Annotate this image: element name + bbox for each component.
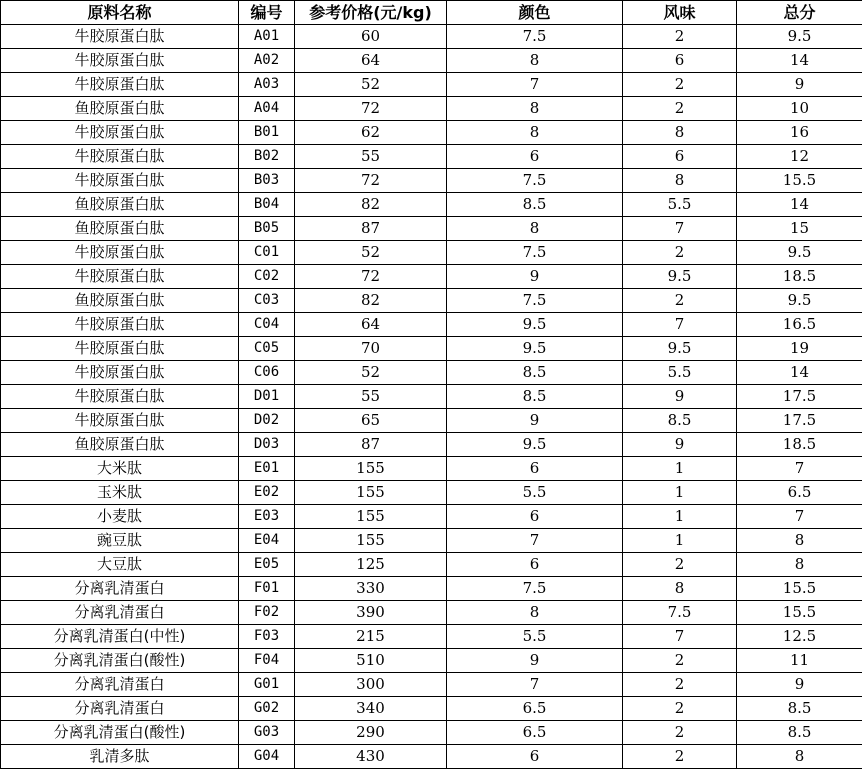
- cell-code: A02: [239, 49, 295, 73]
- cell-code: B05: [239, 217, 295, 241]
- cell-flavor: 1: [623, 457, 737, 481]
- cell-color: 5.5: [447, 481, 623, 505]
- cell-code: C01: [239, 241, 295, 265]
- cell-flavor: 1: [623, 481, 737, 505]
- cell-color: 9.5: [447, 433, 623, 457]
- cell-material-name: 牛胶原蛋白肽: [1, 49, 239, 73]
- table-row: [1, 433, 862, 457]
- cell-material-name: 牛胶原蛋白肽: [1, 385, 239, 409]
- cell-reference-price: 330: [295, 577, 447, 601]
- cell-total-score: 17.5: [737, 409, 862, 433]
- cell-code: G02: [239, 697, 295, 721]
- cell-reference-price: 82: [295, 193, 447, 217]
- cell-reference-price: 215: [295, 625, 447, 649]
- cell-total-score: 15.5: [737, 169, 862, 193]
- cell-material-name: 分离乳清蛋白(酸性): [1, 721, 239, 745]
- table-row: [1, 385, 862, 409]
- cell-total-score: 8.5: [737, 721, 862, 745]
- table-row: [1, 49, 862, 73]
- cell-reference-price: 72: [295, 169, 447, 193]
- cell-material-name: 分离乳清蛋白(酸性): [1, 649, 239, 673]
- cell-reference-price: 510: [295, 649, 447, 673]
- cell-material-name: 玉米肽: [1, 481, 239, 505]
- cell-material-name: 小麦肽: [1, 505, 239, 529]
- cell-total-score: 14: [737, 193, 862, 217]
- cell-code: G01: [239, 673, 295, 697]
- cell-code: D03: [239, 433, 295, 457]
- cell-total-score: 9.5: [737, 289, 862, 313]
- cell-total-score: 12: [737, 145, 862, 169]
- cell-flavor: 8: [623, 169, 737, 193]
- cell-total-score: 15.5: [737, 577, 862, 601]
- cell-color: 7: [447, 673, 623, 697]
- table-row: [1, 121, 862, 145]
- cell-reference-price: 64: [295, 313, 447, 337]
- cell-flavor: 9.5: [623, 265, 737, 289]
- cell-material-name: 牛胶原蛋白肽: [1, 145, 239, 169]
- cell-color: 7.5: [447, 169, 623, 193]
- cell-total-score: 18.5: [737, 433, 862, 457]
- cell-color: 9.5: [447, 337, 623, 361]
- cell-material-name: 鱼胶原蛋白肽: [1, 433, 239, 457]
- cell-flavor: 2: [623, 25, 737, 49]
- cell-code: A03: [239, 73, 295, 97]
- cell-total-score: 16: [737, 121, 862, 145]
- cell-code: C04: [239, 313, 295, 337]
- cell-flavor: 8.5: [623, 409, 737, 433]
- cell-material-name: 牛胶原蛋白肽: [1, 265, 239, 289]
- cell-material-name: 牛胶原蛋白肽: [1, 361, 239, 385]
- cell-code: B04: [239, 193, 295, 217]
- cell-color: 7.5: [447, 289, 623, 313]
- cell-flavor: 6: [623, 49, 737, 73]
- cell-reference-price: 72: [295, 97, 447, 121]
- table-row: [1, 577, 862, 601]
- table-row: [1, 97, 862, 121]
- table-row: [1, 361, 862, 385]
- cell-reference-price: 155: [295, 457, 447, 481]
- cell-material-name: 牛胶原蛋白肽: [1, 337, 239, 361]
- cell-reference-price: 300: [295, 673, 447, 697]
- cell-code: B02: [239, 145, 295, 169]
- cell-total-score: 12.5: [737, 625, 862, 649]
- cell-total-score: 14: [737, 49, 862, 73]
- table-row: [1, 193, 862, 217]
- table-row: [1, 601, 862, 625]
- cell-total-score: 11: [737, 649, 862, 673]
- cell-total-score: 17.5: [737, 385, 862, 409]
- cell-material-name: 分离乳清蛋白: [1, 697, 239, 721]
- table-row: [1, 745, 862, 769]
- header-total-score: 总分: [737, 1, 862, 25]
- cell-material-name: 鱼胶原蛋白肽: [1, 193, 239, 217]
- cell-flavor: 2: [623, 649, 737, 673]
- cell-reference-price: 155: [295, 505, 447, 529]
- cell-material-name: 牛胶原蛋白肽: [1, 409, 239, 433]
- cell-code: E05: [239, 553, 295, 577]
- cell-total-score: 8: [737, 553, 862, 577]
- cell-code: F02: [239, 601, 295, 625]
- cell-flavor: 7.5: [623, 601, 737, 625]
- cell-code: E01: [239, 457, 295, 481]
- cell-color: 7.5: [447, 241, 623, 265]
- table-row: [1, 721, 862, 745]
- table-row: [1, 289, 862, 313]
- cell-code: E02: [239, 481, 295, 505]
- cell-color: 9: [447, 409, 623, 433]
- cell-flavor: 2: [623, 97, 737, 121]
- cell-total-score: 9: [737, 673, 862, 697]
- table-row: [1, 265, 862, 289]
- cell-flavor: 8: [623, 577, 737, 601]
- cell-flavor: 6: [623, 145, 737, 169]
- cell-color: 8: [447, 97, 623, 121]
- cell-flavor: 2: [623, 73, 737, 97]
- table-row: [1, 145, 862, 169]
- cell-color: 7: [447, 73, 623, 97]
- table-row: [1, 625, 862, 649]
- cell-material-name: 乳清多肽: [1, 745, 239, 769]
- table-row: [1, 25, 862, 49]
- cell-total-score: 10: [737, 97, 862, 121]
- cell-color: 9.5: [447, 313, 623, 337]
- cell-code: D02: [239, 409, 295, 433]
- table-row: [1, 553, 862, 577]
- cell-flavor: 2: [623, 673, 737, 697]
- cell-color: 8.5: [447, 361, 623, 385]
- cell-flavor: 7: [623, 313, 737, 337]
- cell-code: F01: [239, 577, 295, 601]
- cell-material-name: 分离乳清蛋白: [1, 577, 239, 601]
- cell-material-name: 牛胶原蛋白肽: [1, 169, 239, 193]
- cell-code: D01: [239, 385, 295, 409]
- cell-code: B03: [239, 169, 295, 193]
- cell-flavor: 2: [623, 721, 737, 745]
- cell-color: 8: [447, 121, 623, 145]
- table-row: [1, 409, 862, 433]
- cell-material-name: 鱼胶原蛋白肽: [1, 217, 239, 241]
- cell-reference-price: 70: [295, 337, 447, 361]
- cell-flavor: 9: [623, 433, 737, 457]
- cell-material-name: 牛胶原蛋白肽: [1, 25, 239, 49]
- cell-reference-price: 64: [295, 49, 447, 73]
- cell-flavor: 7: [623, 625, 737, 649]
- cell-material-name: 大米肽: [1, 457, 239, 481]
- cell-material-name: 鱼胶原蛋白肽: [1, 97, 239, 121]
- cell-color: 6: [447, 145, 623, 169]
- header-flavor: 风味: [623, 1, 737, 25]
- cell-code: E03: [239, 505, 295, 529]
- cell-reference-price: 55: [295, 385, 447, 409]
- cell-reference-price: 155: [295, 529, 447, 553]
- cell-color: 6: [447, 745, 623, 769]
- cell-total-score: 6.5: [737, 481, 862, 505]
- cell-total-score: 14: [737, 361, 862, 385]
- table-row: [1, 241, 862, 265]
- cell-reference-price: 82: [295, 289, 447, 313]
- cell-code: C02: [239, 265, 295, 289]
- cell-flavor: 5.5: [623, 193, 737, 217]
- cell-color: 9: [447, 265, 623, 289]
- cell-total-score: 15: [737, 217, 862, 241]
- cell-reference-price: 65: [295, 409, 447, 433]
- cell-flavor: 5.5: [623, 361, 737, 385]
- cell-flavor: 1: [623, 505, 737, 529]
- cell-material-name: 牛胶原蛋白肽: [1, 121, 239, 145]
- header-material-name: 原料名称: [1, 1, 239, 25]
- cell-code: C05: [239, 337, 295, 361]
- cell-total-score: 9.5: [737, 25, 862, 49]
- cell-reference-price: 62: [295, 121, 447, 145]
- cell-color: 6: [447, 553, 623, 577]
- cell-flavor: 2: [623, 241, 737, 265]
- table-row: [1, 457, 862, 481]
- cell-material-name: 豌豆肽: [1, 529, 239, 553]
- cell-code: C06: [239, 361, 295, 385]
- cell-color: 7.5: [447, 25, 623, 49]
- cell-code: E04: [239, 529, 295, 553]
- table-row: [1, 313, 862, 337]
- cell-color: 8.5: [447, 385, 623, 409]
- cell-color: 8.5: [447, 193, 623, 217]
- table-row: [1, 673, 862, 697]
- cell-material-name: 牛胶原蛋白肽: [1, 73, 239, 97]
- cell-flavor: 2: [623, 553, 737, 577]
- cell-flavor: 2: [623, 697, 737, 721]
- cell-material-name: 分离乳清蛋白: [1, 601, 239, 625]
- cell-total-score: 19: [737, 337, 862, 361]
- cell-color: 6: [447, 457, 623, 481]
- cell-color: 6.5: [447, 721, 623, 745]
- cell-code: G04: [239, 745, 295, 769]
- cell-reference-price: 390: [295, 601, 447, 625]
- cell-reference-price: 430: [295, 745, 447, 769]
- cell-material-name: 分离乳清蛋白(中性): [1, 625, 239, 649]
- cell-reference-price: 290: [295, 721, 447, 745]
- cell-flavor: 2: [623, 289, 737, 313]
- table-row: [1, 697, 862, 721]
- cell-code: F03: [239, 625, 295, 649]
- cell-total-score: 9: [737, 73, 862, 97]
- cell-color: 6: [447, 505, 623, 529]
- cell-color: 9: [447, 649, 623, 673]
- cell-color: 7: [447, 529, 623, 553]
- cell-flavor: 7: [623, 217, 737, 241]
- cell-flavor: 9.5: [623, 337, 737, 361]
- cell-reference-price: 87: [295, 433, 447, 457]
- cell-total-score: 16.5: [737, 313, 862, 337]
- table-row: [1, 337, 862, 361]
- table-row: [1, 649, 862, 673]
- cell-reference-price: 55: [295, 145, 447, 169]
- table-body: [1, 25, 862, 769]
- header-reference-price: 参考价格(元/kg): [295, 1, 447, 25]
- table-row: [1, 505, 862, 529]
- cell-reference-price: 52: [295, 241, 447, 265]
- cell-code: A04: [239, 97, 295, 121]
- cell-color: 8: [447, 49, 623, 73]
- cell-total-score: 18.5: [737, 265, 862, 289]
- table-row: [1, 73, 862, 97]
- cell-color: 6.5: [447, 697, 623, 721]
- cell-total-score: 8: [737, 529, 862, 553]
- cell-reference-price: 60: [295, 25, 447, 49]
- cell-total-score: 15.5: [737, 601, 862, 625]
- cell-code: G03: [239, 721, 295, 745]
- cell-material-name: 牛胶原蛋白肽: [1, 241, 239, 265]
- cell-code: A01: [239, 25, 295, 49]
- cell-total-score: 9.5: [737, 241, 862, 265]
- cell-reference-price: 125: [295, 553, 447, 577]
- header-code: 编号: [239, 1, 295, 25]
- cell-material-name: 分离乳清蛋白: [1, 673, 239, 697]
- header-row: [1, 1, 862, 25]
- cell-color: 8: [447, 217, 623, 241]
- table-row: [1, 217, 862, 241]
- cell-color: 7.5: [447, 577, 623, 601]
- table-row: [1, 529, 862, 553]
- cell-color: 8: [447, 601, 623, 625]
- cell-material-name: 鱼胶原蛋白肽: [1, 289, 239, 313]
- cell-flavor: 9: [623, 385, 737, 409]
- cell-code: F04: [239, 649, 295, 673]
- cell-reference-price: 87: [295, 217, 447, 241]
- cell-reference-price: 52: [295, 73, 447, 97]
- cell-reference-price: 340: [295, 697, 447, 721]
- cell-reference-price: 155: [295, 481, 447, 505]
- cell-reference-price: 52: [295, 361, 447, 385]
- cell-total-score: 8: [737, 745, 862, 769]
- header-color: 颜色: [447, 1, 623, 25]
- table-row: [1, 169, 862, 193]
- cell-code: C03: [239, 289, 295, 313]
- cell-total-score: 7: [737, 457, 862, 481]
- table-header: [1, 1, 862, 25]
- cell-total-score: 8.5: [737, 697, 862, 721]
- cell-code: B01: [239, 121, 295, 145]
- cell-material-name: 牛胶原蛋白肽: [1, 313, 239, 337]
- cell-flavor: 2: [623, 745, 737, 769]
- cell-total-score: 7: [737, 505, 862, 529]
- table-row: [1, 481, 862, 505]
- cell-flavor: 1: [623, 529, 737, 553]
- cell-flavor: 8: [623, 121, 737, 145]
- cell-reference-price: 72: [295, 265, 447, 289]
- cell-color: 5.5: [447, 625, 623, 649]
- cell-material-name: 大豆肽: [1, 553, 239, 577]
